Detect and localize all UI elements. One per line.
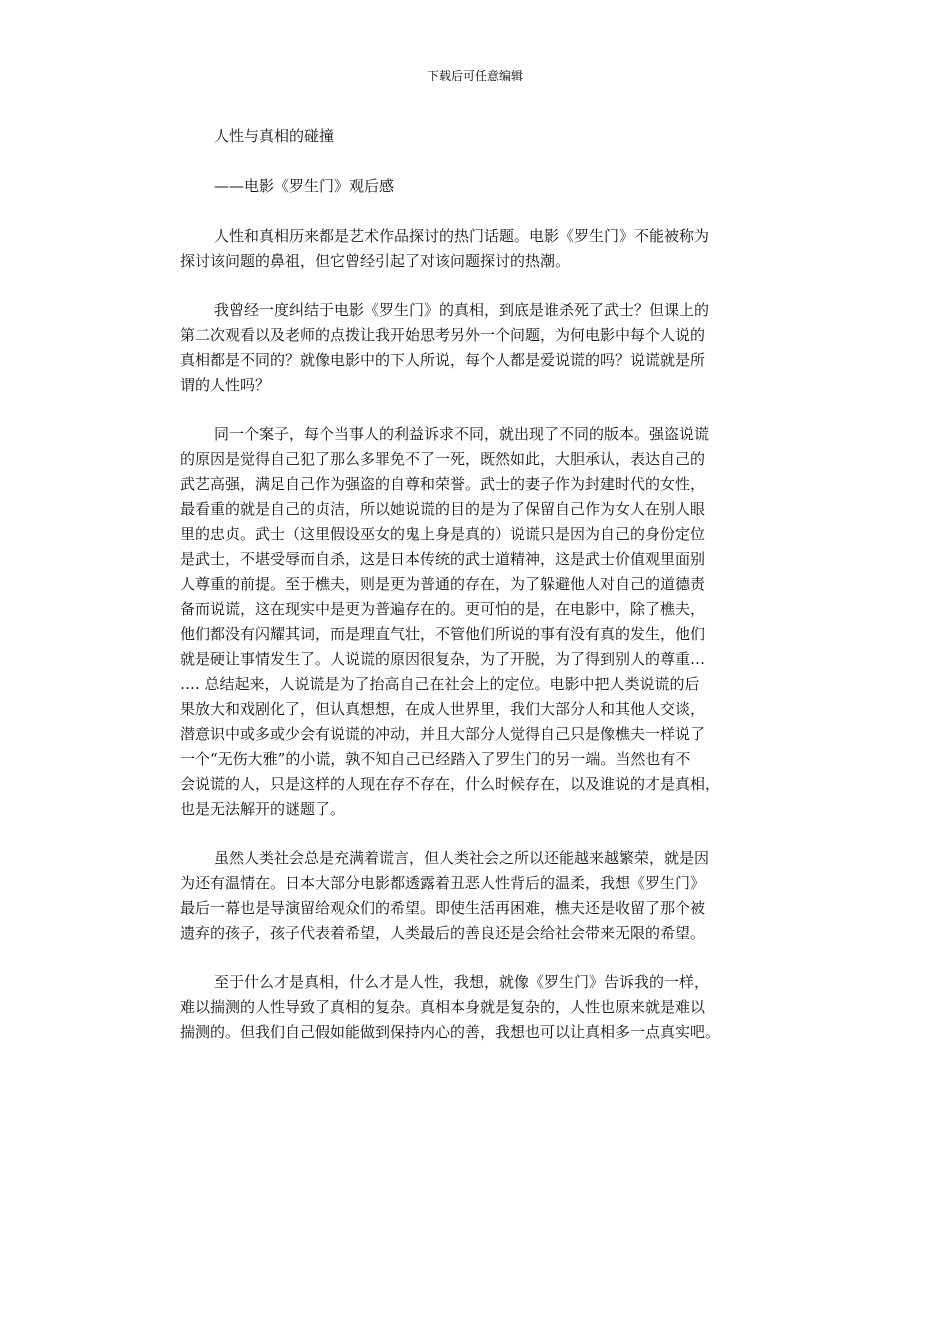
text-line: 最看重的就是自己的贞洁，所以她说谎的目的是为了保留自己作为女人在别人眼 (180, 500, 706, 518)
text-line: 的原因是觉得自己犯了那么多罪免不了一死，既然如此，大胆承认，表达自己的 (180, 450, 706, 468)
text-line: 潜意识中或多或少会有说谎的冲动，并且大部分人觉得自己只是像樵夫一样说了 (180, 725, 706, 743)
text-line: 人性和真相历来都是艺术作品探讨的热门话题。电影《罗生门》不能被称为 (214, 227, 710, 245)
text-line: 探讨该问题的鼻祖，但它曾经引起了对该问题探讨的热潮。 (180, 252, 571, 270)
paragraph-5 (180, 970, 778, 1045)
paragraph-4 (180, 846, 778, 946)
text-line: 他们都没有闪耀其词，而是理直气壮，不管他们所说的事有没有真的发生，他们 (180, 625, 706, 643)
text-line: 里的忠贞。武士（这里假设巫女的鬼上身是真的）说谎只是因为自己的身份定位 (180, 525, 706, 543)
text-line: 备而说谎，这在现实中是更为普遍存在的。更可怕的是，在电影中，除了樵夫， (180, 600, 706, 618)
text-line: 第二次观看以及老师的点拨让我开始思考另外一个问题，为何电影中每个人说的 (180, 326, 706, 344)
text-line: 谓的人性吗？ (180, 376, 271, 394)
text-line: 是武士，不堪受辱而自杀，这是日本传统的武士道精神，这是武士价值观里面别 (180, 550, 706, 568)
text-line: 就是硬让事情发生了。人说谎的原因很复杂，为了开脱，为了得到别人的尊重… (180, 650, 706, 668)
text-line: 揣测的。但我们自己假如能做到保持内心的善，我想也可以让真相多一点真实吧。 (180, 1023, 721, 1041)
text-line: 果放大和戏剧化了，但认真想想，在成人世界里，我们大部分人和其他人交谈， (180, 700, 706, 718)
paragraph-3 (180, 422, 778, 822)
text-line: 我曾经一度纠结于电影《罗生门》的真相，到底是谁杀死了武士？但课上的 (214, 301, 710, 319)
paragraph-2 (180, 298, 778, 398)
text-line: …. 总结起来，人说谎是为了抬高自己在社会上的定位。电影中把人类说谎的后 (180, 675, 700, 693)
text-line: 真相都是不同的？就像电影中的下人所说，每个人都是爱说谎的吗？说谎就是所 (180, 351, 706, 369)
text-line: 同一个案子，每个当事人的利益诉求不同，就出现了不同的版本。强盗说谎 (214, 425, 710, 443)
text-line: 虽然人类社会总是充满着谎言，但人类社会之所以还能越来越繁荣，就是因 (214, 849, 710, 867)
text-line: 为还有温情在。日本大部分电影都透露着丑恶人性背后的温柔，我想《罗生门》 (180, 874, 706, 892)
text-line: 一个“无伤大雅”的小谎，孰不知自己已经踏入了罗生门的另一端。当然也有不 (180, 750, 691, 768)
text-line: 会说谎的人，只是这样的人现在存不存在，什么时候存在，以及谁说的才是真相， (180, 775, 721, 793)
paragraph-1 (180, 224, 778, 274)
document-body (180, 124, 778, 1069)
text-line: 至于什么才是真相，什么才是人性，我想，就像《罗生门》告诉我的一样， (214, 973, 710, 991)
text-line: 难以揣测的人性导致了真相的复杂。真相本身就是复杂的，人性也原来就是难以 (180, 998, 706, 1016)
text-line: 人尊重的前提。至于樵夫，则是更为普通的存在，为了躲避他人对自己的道德责 (180, 575, 706, 593)
header-note: 下载后可任意编辑 (426, 69, 523, 83)
text-line: 遗弃的孩子，孩子代表着希望，人类最后的善良还是会给社会带来无限的希望。 (180, 924, 706, 942)
text-line: 武艺高强，满足自己作为强盗的自尊和荣誉。武士的妻子作为封建时代的女性， (180, 475, 706, 493)
document-subtitle: ——电影《罗生门》观后感 (214, 177, 395, 195)
text-line: 也是无法解开的谜题了。 (180, 800, 346, 818)
document-title: 人性与真相的碰撞 (214, 127, 335, 145)
text-line: 最后一幕也是导演留给观众们的希望。即使生活再困难，樵夫还是收留了那个被 (180, 899, 706, 917)
